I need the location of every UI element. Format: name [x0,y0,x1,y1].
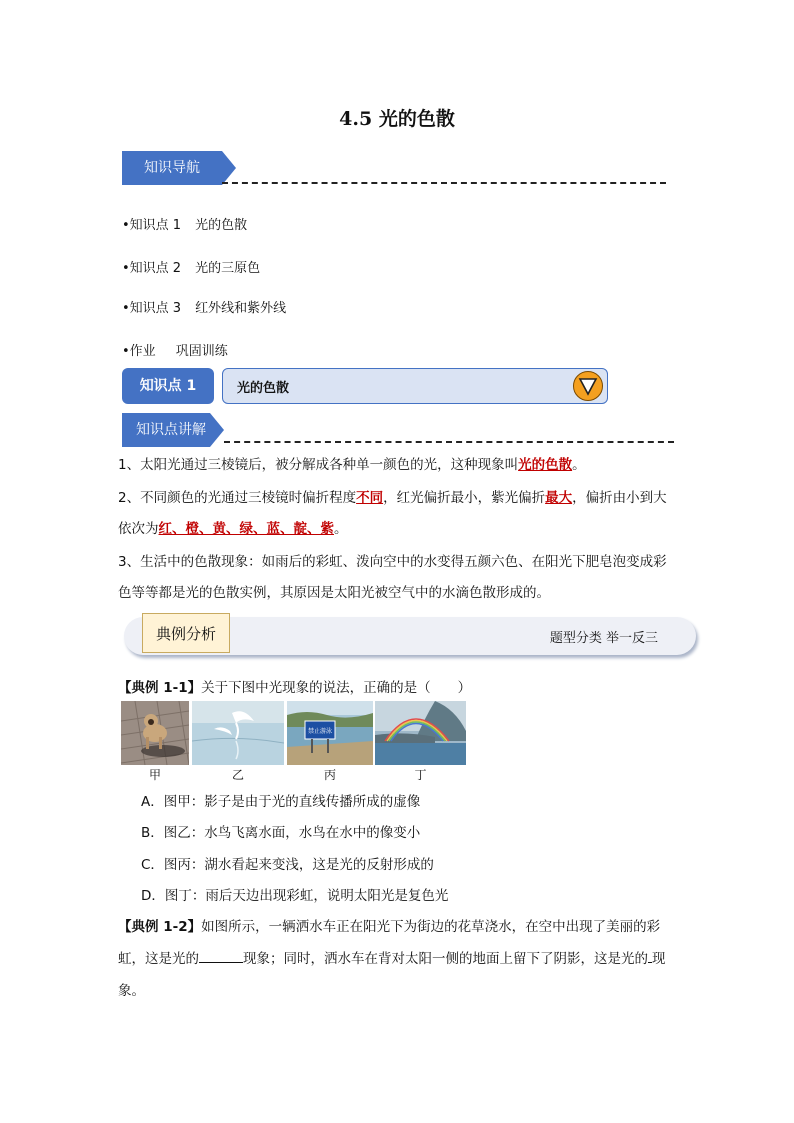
option-a[interactable]: A．图甲：影子是由于光的直线传播所成的虚像 [141,794,421,810]
example-banner-label: 典例分析 [142,613,230,653]
explain-ribbon-arrow [210,413,224,447]
bullet: • [122,301,130,316]
question-text: 关于下图中光现象的说法，正确的是（ ） [201,680,472,696]
option-b[interactable]: B．图乙：水鸟飞离水面，水鸟在水中的像变小 [141,825,421,841]
nav-item-label: 知识点 2 [129,261,182,276]
nav-item-2[interactable] [122,257,260,276]
question-text: 现象。 [118,951,666,999]
photo-caption-ding: 丁 [414,768,427,782]
nav-item-text: 巩固训练 [175,344,228,359]
bullet: • [122,344,130,359]
kp-title: 光的色散 [237,381,290,396]
nav-ribbon [122,151,666,185]
question-1-1 [118,676,678,696]
explain-ribbon [122,413,674,447]
bullet: • [122,261,130,276]
nav-item-label: 知识点 1 [129,218,182,233]
nav-item-text: 红外线和紫外线 [195,301,287,316]
explain-divider [224,441,674,443]
kp-title-bar[interactable] [222,368,608,404]
nav-item-3[interactable] [122,297,286,316]
keyword: 光的色散 [518,457,573,473]
kp-tag: 知识点 1 [122,368,214,404]
sign-text: 禁止游泳 [307,728,333,735]
photo-caption-jia: 甲 [148,768,161,782]
example-banner-subtitle: 题型分类 举一反三 [549,631,658,646]
question-text: 如图所示，一辆洒水车正在阳光下为街边的花草浇水，在空中出现了美丽的彩虹，这是光的 [118,919,661,967]
nav-ribbon-arrow [222,151,236,185]
nav-item-1[interactable] [122,214,247,233]
nav-item-text: 光的三原色 [195,261,261,276]
nav-item-text: 光的色散 [195,218,248,233]
explain-point-1: 1、太阳光通过三棱镜后，被分解成各种单一颜色的光，这种现象叫光的色散。 [118,457,586,473]
nav-divider [222,182,666,184]
photo-caption-yi: 乙 [231,768,244,782]
photo-yi-egret [192,701,284,765]
page-title: 4.5 光的色散 [339,108,455,130]
explain-body [118,450,678,609]
example-banner [124,617,696,655]
keyword: 不同 [356,490,384,506]
question-1-2 [118,911,678,1007]
nav-ribbon-label: 知识导航 [122,151,222,185]
explain-point-2: 2、不同颜色的光通过三棱镜时偏折程度不同，红光偏折最小，紫光偏折最大，偏折由小到大依次为红、橙、黄、绿、蓝、靛、紫。 [118,490,667,537]
photo-ding-rainbow [375,701,466,765]
nav-item-homework[interactable] [122,340,228,359]
question-label: 【典例 1-2】 [118,919,202,935]
explain-point-3: 3、生活中的色散现象：如雨后的彩虹、泼向空中的水变得五颜六色、在阳光下肥皂泡变成彩色等等都是光的色散实例，其原因是太阳光被空气中的水滴色散形成的。 [118,554,667,601]
photo-jia-dog-shadow [121,701,189,765]
option-d[interactable]: D．图丁：雨后天边出现彩虹，说明太阳光是复色光 [141,888,449,904]
nav-item-label: 作业 [129,344,156,359]
triangle-down-icon [574,372,602,400]
keyword: 红、橙、黄、绿、蓝、靛、紫 [158,521,334,537]
option-c[interactable]: C．图丙：湖水看起来变浅，这是光的反射形成的 [141,857,434,873]
bullet: • [122,218,130,233]
answer-blank-1[interactable] [199,950,243,963]
expand-toggle-icon[interactable] [573,371,603,401]
explain-ribbon-label: 知识点讲解 [122,413,210,447]
nav-item-label: 知识点 3 [129,301,182,316]
photo-bing-lake-sign [287,701,373,765]
question-text: 现象；同时，洒水车在背对太阳一侧的地面上留下了阴影，这是光的 [243,951,648,967]
photo-caption-bing: 丙 [323,768,336,782]
question-label: 【典例 1-1】 [118,680,202,696]
keyword: 最大 [545,490,573,506]
